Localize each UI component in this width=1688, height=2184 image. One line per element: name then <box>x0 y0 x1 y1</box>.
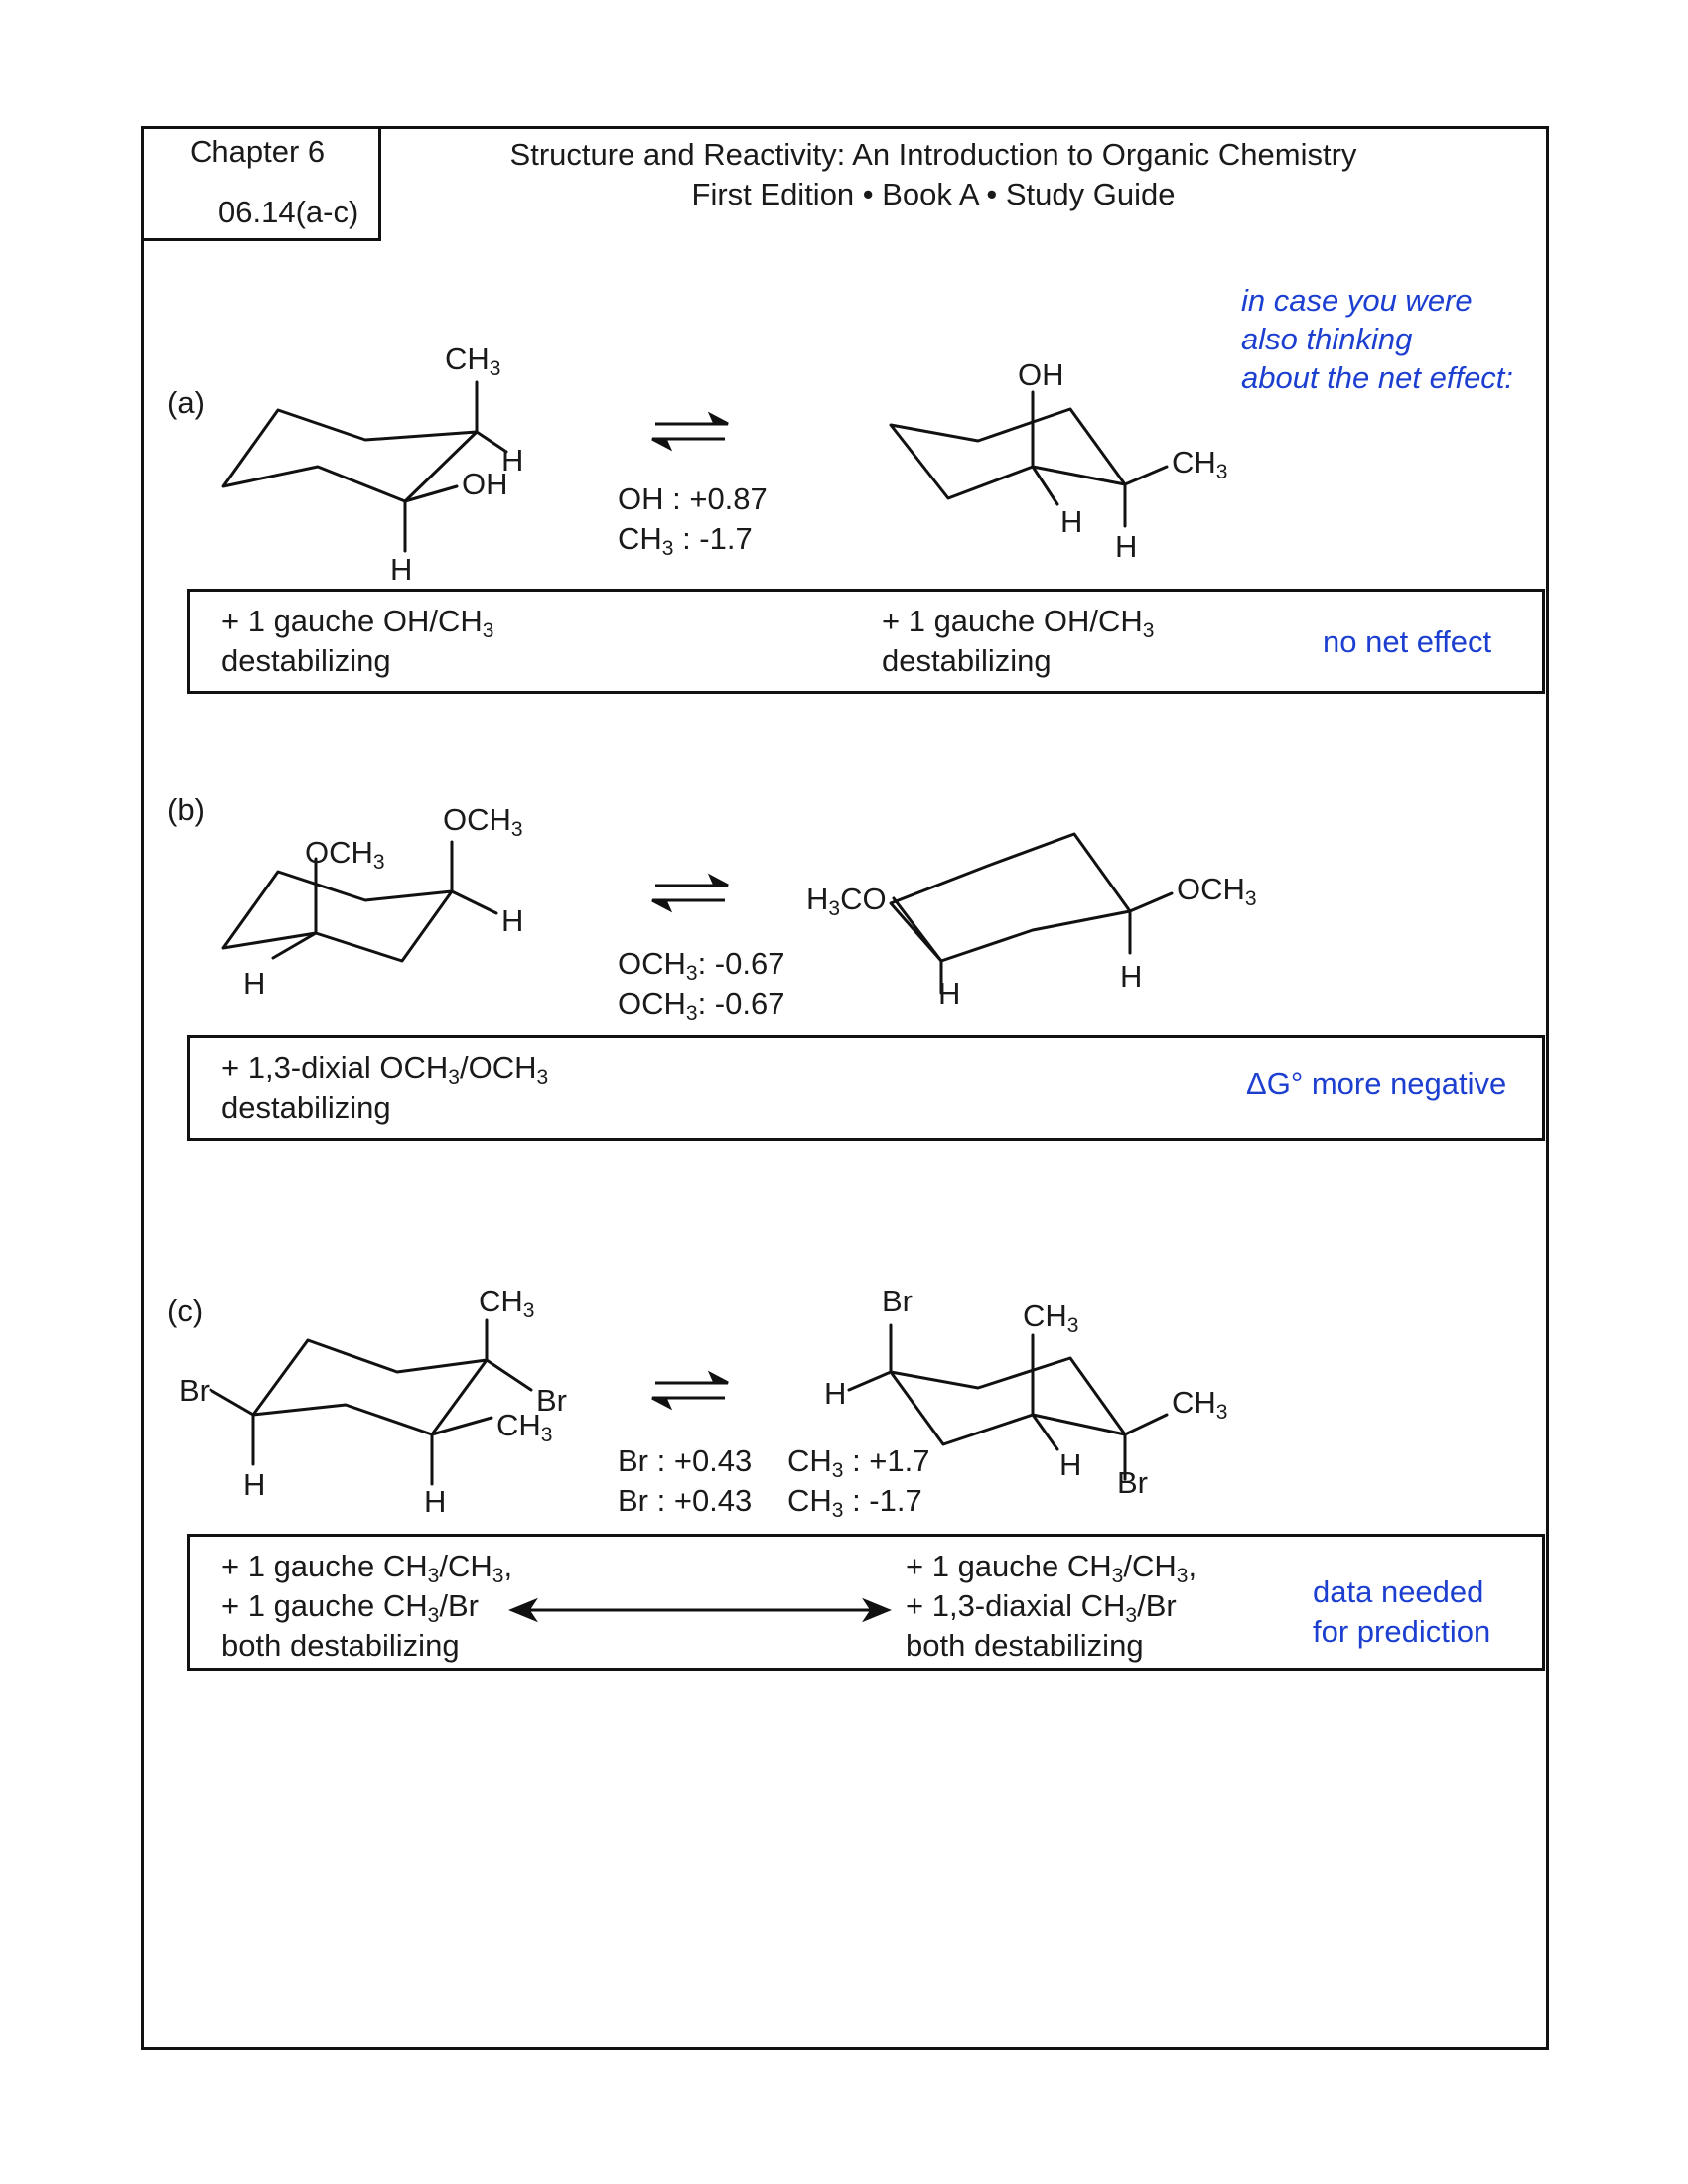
c-summary-right-line1: + 1 gauche $CH_3/CH_3$, <box>906 1549 1197 1587</box>
a-value-oh: OH : +0.87 <box>618 481 768 516</box>
a-left-h-bottom: H <box>390 552 413 587</box>
part-c-label: (c) <box>167 1294 204 1328</box>
b-right-h2: H <box>1120 959 1143 994</box>
b-summary-note: ΔG° more negative <box>1246 1066 1507 1101</box>
c-value-br-1: Br : +0.43 <box>618 1443 753 1478</box>
part-a-label: (a) <box>167 385 205 420</box>
b-left-och3-axial: $OCH_3$ <box>305 835 385 874</box>
c-right-ch3-axial: $CH_3$ <box>1023 1298 1079 1337</box>
c-left-h1: H <box>243 1467 266 1502</box>
book-title: Structure and Reactivity: An Introduction to Organic Chemistry <box>509 137 1357 172</box>
problem-number: 06.14(a-c) <box>218 195 359 229</box>
a-summary-note: no net effect <box>1323 624 1492 659</box>
c-right-h-bottom: H <box>1059 1447 1082 1482</box>
c-value-ch3-1: $CH_3$ : +1.7 <box>787 1443 930 1482</box>
aside-line-3: about the net effect: <box>1241 360 1514 395</box>
a-right-ch3: $CH_3$ <box>1172 445 1228 483</box>
a-left-h-axial: H <box>501 443 524 478</box>
b-right-och3: $OCH_3$ <box>1177 872 1257 910</box>
a-summary-right-line2: destabilizing <box>882 643 1052 678</box>
b-left-och3-top: $OCH_3$ <box>443 802 523 841</box>
c-left-h2: H <box>424 1484 447 1519</box>
c-right-h-left: H <box>824 1376 847 1411</box>
b-value-och3-2: $OCH_3$: -0.67 <box>618 986 785 1024</box>
c-value-br-2: Br : +0.43 <box>618 1483 753 1518</box>
a-value-ch3: $CH_3$ : -1.7 <box>618 521 753 560</box>
equilibrium-arrow-b <box>652 877 728 909</box>
b-value-och3-1: $OCH_3$: -0.67 <box>618 946 785 985</box>
part-b-label: (b) <box>167 792 205 827</box>
c-right-br-top: Br <box>882 1284 913 1318</box>
aside-line-2: also thinking <box>1241 322 1413 356</box>
c-summary-note-line2: for prediction <box>1313 1614 1491 1649</box>
a-summary-right-line1: + 1 gauche $OH/CH_3$ <box>882 604 1155 642</box>
a-left-oh: OH <box>462 467 508 501</box>
b-right-h3co: $H_3CO$ <box>806 882 887 920</box>
b-summary-line2: destabilizing <box>221 1090 391 1125</box>
c-summary-left-line3: both destabilizing <box>221 1628 460 1663</box>
aside-line-1: in case you were <box>1241 283 1473 318</box>
chair-c-left <box>211 1320 531 1484</box>
equilibrium-arrow-c <box>652 1374 728 1407</box>
c-right-br-bottom: Br <box>1117 1465 1148 1500</box>
a-right-h2: H <box>1115 529 1138 564</box>
c-left-br-left: Br <box>179 1373 210 1408</box>
c-right-ch3-right: $CH_3$ <box>1172 1385 1228 1424</box>
a-right-h1: H <box>1060 504 1083 539</box>
b-left-h-bottom: H <box>243 966 266 1001</box>
c-value-ch3-2: $CH_3$ : -1.7 <box>787 1483 922 1522</box>
chapter-label: Chapter 6 <box>190 134 326 169</box>
c-summary-right-line2: + 1,3-diaxial $CH_3/Br$ <box>906 1588 1177 1627</box>
a-summary-left-line1: + 1 gauche $OH/CH_3$ <box>221 604 494 642</box>
a-right-oh: OH <box>1018 357 1064 392</box>
c-summary-left-line1: + 1 gauche $CH_3/CH_3$, <box>221 1549 513 1587</box>
c-left-br-right: Br <box>536 1383 567 1418</box>
c-summary-right-line3: both destabilizing <box>906 1628 1144 1663</box>
c-summary-note-line1: data needed <box>1313 1574 1484 1609</box>
a-summary-left-line2: destabilizing <box>221 643 391 678</box>
b-left-h-right: H <box>501 903 524 938</box>
c-left-ch3-eq: $CH_3$ <box>496 1408 553 1446</box>
c-left-ch3-top: $CH_3$ <box>479 1284 535 1322</box>
equilibrium-arrow-a <box>652 415 728 448</box>
a-left-ch3: $CH_3$ <box>445 341 501 380</box>
b-right-h1: H <box>938 976 961 1011</box>
chair-a-right <box>891 392 1167 526</box>
book-subtitle: First Edition • Book A • Study Guide <box>691 177 1176 211</box>
b-summary-line1: + 1,3-dixial $OCH_3/OCH_3$ <box>221 1050 549 1089</box>
c-summary-left-line2: + 1 gauche $CH_3/Br$ <box>221 1588 479 1627</box>
